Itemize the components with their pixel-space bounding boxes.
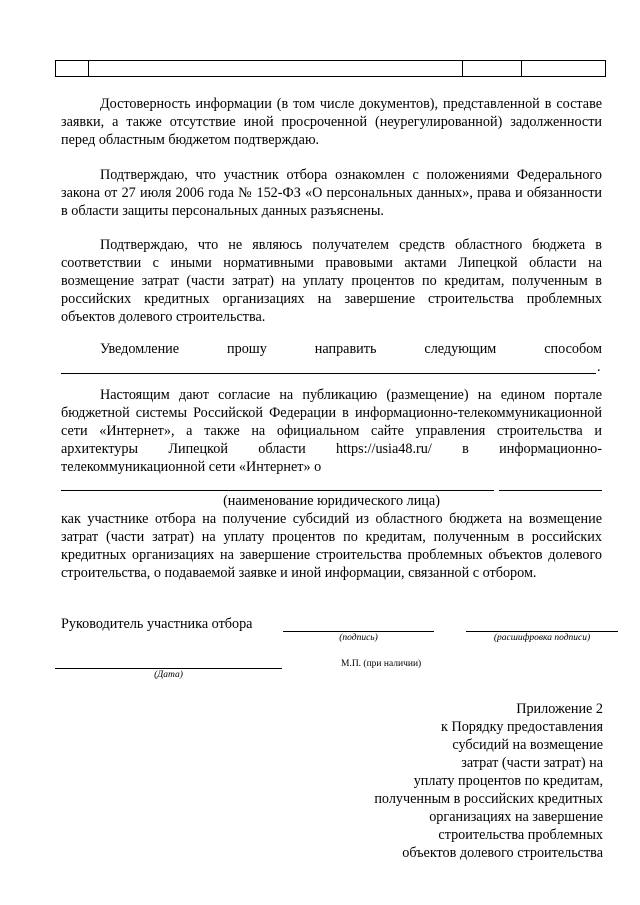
stamp-caption: М.П. (при наличии): [341, 659, 422, 669]
appendix-line: Приложение 2: [516, 701, 603, 717]
signature-line[interactable]: [283, 631, 434, 632]
table-cell: [56, 61, 89, 77]
legal-entity-line[interactable]: [61, 490, 494, 491]
notification-word: направить: [314, 341, 377, 357]
paragraph-reliability: Достоверность информации (в том числе документов), представленной в составе заявки, а также отсутствие иной просроченной (неурегулированной) задолженности перед областным бюджетом подтверждаю.: [61, 96, 602, 148]
table-fragment: [55, 60, 606, 77]
table-row: [56, 61, 606, 77]
table-cell: [463, 61, 522, 77]
legal-entity-caption: (наименование юридического лица): [223, 493, 440, 509]
head-label: Руководитель участника отбора: [61, 616, 253, 632]
date-caption: (Дата): [154, 670, 183, 680]
appendix-line: затрат (части затрат) на: [461, 755, 603, 771]
paragraph-consent: Настоящим дают согласие на публикацию (размещение) на едином портале бюджетной системы Российской Федерации в информационно-телекоммуникационной сети «Интернет», а также на официальном сайте управления строительства и архитектуры Липецкой области https://usia48.ru/ в информационно-телекоммуникационной сети «Интернет» о: [61, 387, 602, 475]
appendix-line: полученным в российских кредитных: [374, 791, 603, 807]
notification-period: .: [597, 359, 601, 375]
decoding-caption: (расшифровка подписи): [493, 633, 591, 643]
notification-word: прошу: [227, 341, 267, 357]
table-cell: [522, 61, 606, 77]
paragraph-as-participant: как участнике отбора на получение субсидий из областного бюджета на возмещение затрат (части затрат) на уплату процентов по кредитам, полученным в российских кредитных организациях на завершение строительства проблемных объектов долевого строительства, о подаваемой заявке и иной информации, связанной с отбором.: [61, 511, 602, 581]
appendix-line: к Порядку предоставления: [441, 719, 603, 735]
appendix-line: строительства проблемных: [438, 827, 603, 843]
appendix-header: [374, 700, 603, 862]
legal-entity-line-extra[interactable]: [499, 490, 602, 491]
notification-method-line[interactable]: [61, 373, 596, 374]
notification-word: следующим: [424, 341, 497, 357]
signature-caption: (подпись): [339, 633, 378, 643]
appendix-line: объектов долевого строительства: [402, 845, 603, 861]
paragraph-personal-data: Подтверждаю, что участник отбора ознакомлен с положениями Федерального закона от 27 июля 2006 года № 152-ФЗ «О персональных данных», права и обязанности в области защиты персональных данных разъяснены.: [61, 167, 602, 219]
decoding-line[interactable]: [466, 631, 618, 632]
notification-word: Уведомление: [100, 341, 180, 357]
appendix-line: субсидий на возмещение: [452, 737, 603, 753]
appendix-line: уплату процентов по кредитам,: [413, 773, 603, 789]
notification-word: способом: [544, 341, 602, 357]
date-line[interactable]: [55, 668, 282, 669]
notification-row: [100, 340, 602, 358]
table-cell: [89, 61, 463, 77]
paragraph-not-recipient: Подтверждаю, что не являюсь получателем средств областного бюджета в соответствии с иными нормативными правовыми актами Липецкой области на возмещение затрат (части затрат) на уплату процентов по кредитам, полученным в российских кредитных организациях на завершение строительства проблемных объектов долевого строительства.: [61, 237, 602, 325]
appendix-line: организациях на завершение: [429, 809, 603, 825]
